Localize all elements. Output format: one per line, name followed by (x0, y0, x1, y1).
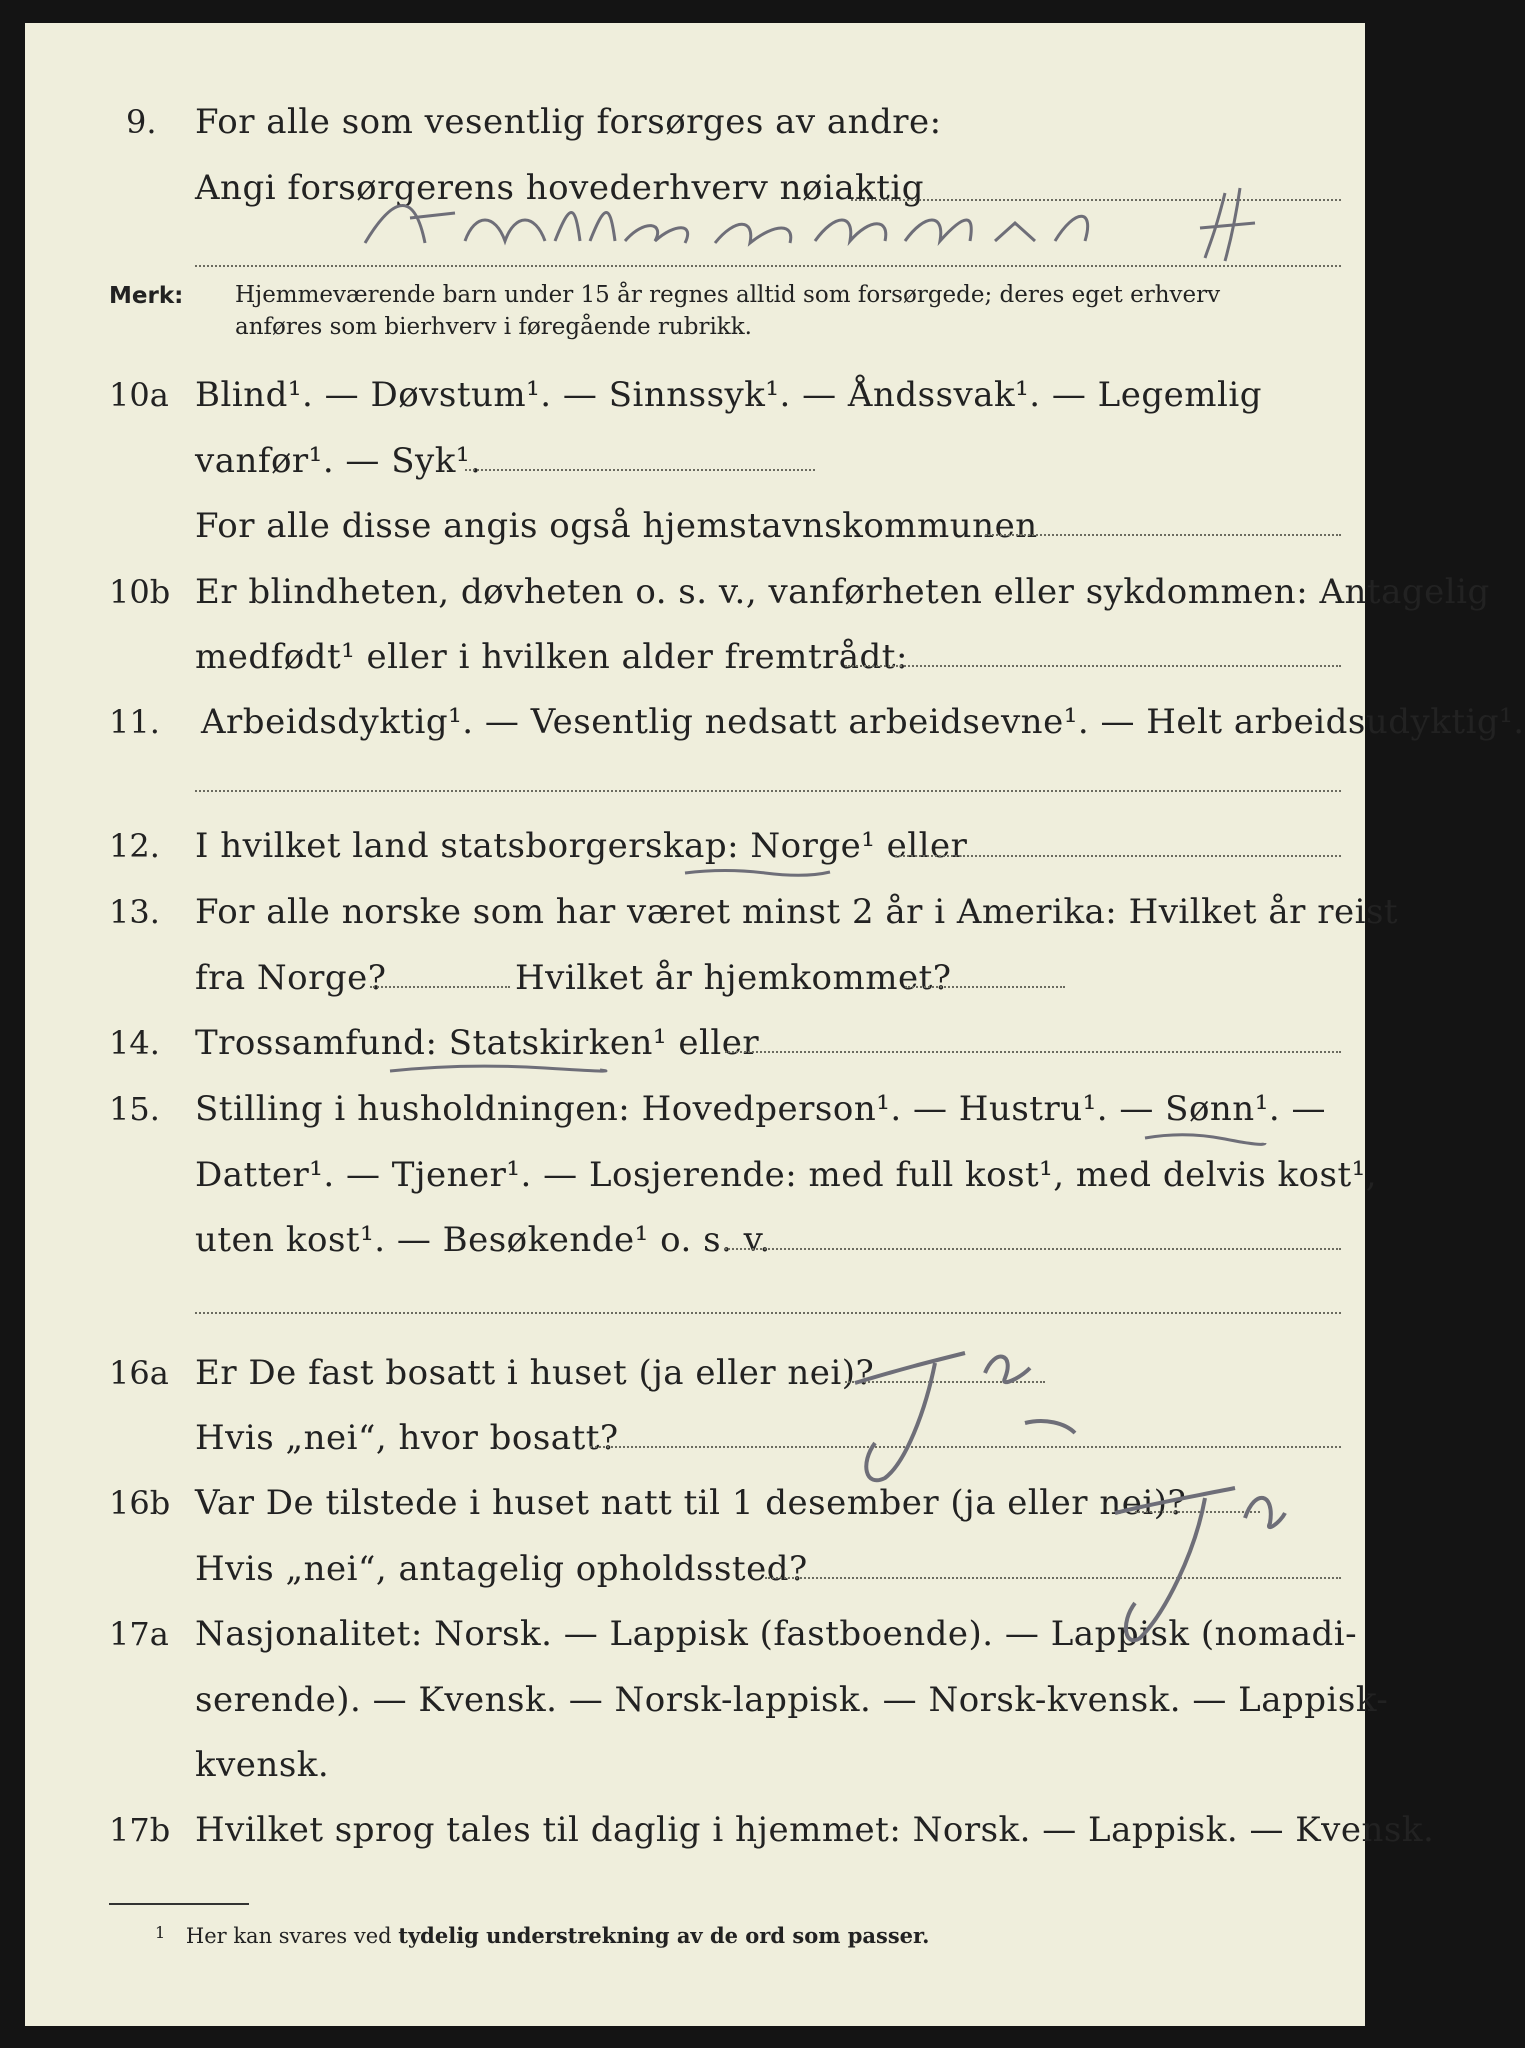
underline-sonn (1145, 1135, 1265, 1145)
merk-label: Merk: (109, 283, 184, 309)
q10a-line3: For alle disse angis også hjemstavnskommunen (195, 506, 1038, 546)
census-form-page (25, 23, 1525, 2026)
q16b-handwritten-answer (1085, 1463, 1285, 1653)
q17b-line1: Hvilket sprog tales til daglig i hjemmet: Norsk. — Lappisk. — Kvensk. (195, 1810, 1435, 1850)
q13-line1: For alle norske som har været minst 2 år i Amerika: Hvilket år reist (195, 892, 1399, 932)
q10a-line2: vanfør¹. — Syk¹. (195, 441, 482, 481)
q17b-number: 17b (109, 1811, 171, 1849)
handwriting-stroke-icon (355, 183, 1285, 263)
q15-line2: Datter¹. — Tjener¹. — Losjerende: med full kost¹, med delvis kost¹, (195, 1155, 1378, 1195)
q10a-number: 10a (109, 376, 169, 414)
q17a-number: 17a (109, 1615, 169, 1653)
handwriting-ja-icon-2 (1085, 1463, 1285, 1653)
footnote-text-a: Her kan svares ved (185, 1924, 392, 1948)
merk-line2: anføres som bierhverv i føregående rubrikk. (235, 314, 752, 340)
q15-number: 15. (109, 1090, 160, 1128)
q9-line2: Angi forsørgerens hovederhverv nøiaktig (195, 168, 925, 208)
q15-line3: uten kost¹. — Besøkende¹ o. s. v. (195, 1220, 771, 1260)
q13-line2b: Hvilket år hjemkommet? (515, 958, 952, 998)
q13-line2a: fra Norge? (195, 958, 387, 998)
q10b-number: 10b (109, 573, 171, 611)
q10a-line1: Blind¹. — Døvstum¹. — Sinnssyk¹. — Åndssvak¹. — Legemlig (195, 375, 1262, 415)
q16a-line2: Hvis „nei“, hvor bosatt? (195, 1418, 619, 1458)
footnote-text-b: tydelig understrekning av de ord som passer. (398, 1923, 930, 1948)
q16b-number: 16b (109, 1484, 171, 1522)
q16a-number: 16a (109, 1354, 169, 1392)
q17a-line2: serende). — Kvensk. — Norsk-lappisk. — Norsk-kvensk. — Lappisk- (195, 1680, 1389, 1720)
handwriting-ja-icon (825, 1323, 1085, 1493)
q16b-line1: Var De tilstede i huset natt til 1 desember (ja eller nei)? (195, 1483, 1187, 1523)
q17a-line1: Nasjonalitet: Norsk. — Lappisk (fastboende). — Lappisk (nomadi- (195, 1614, 1358, 1654)
selection-underlines (25, 23, 1365, 2026)
q15-line1: Stilling i husholdningen: Hovedperson¹. — Hustru¹. — Sønn¹. — (195, 1089, 1326, 1129)
q13-number: 13. (109, 893, 160, 931)
q9-number: 9. (126, 103, 157, 141)
q16a-handwritten-answer (825, 1323, 1085, 1493)
q12-number: 12. (109, 827, 160, 865)
underline-norge (685, 871, 830, 876)
q10b-line2: medfødt¹ eller i hvilken alder fremtrådt: (195, 637, 908, 677)
underline-statskirken (390, 1066, 606, 1071)
q14-line1: Trossamfund: Statskirken¹ eller (195, 1023, 760, 1063)
q17a-line3: kvensk. (195, 1745, 330, 1785)
merk-line1: Hjemmeværende barn under 15 år regnes alltid som forsørgede; deres eget erhverv (235, 282, 1221, 308)
q16a-line1: Er De fast bosatt i huset (ja eller nei)? (195, 1353, 875, 1393)
q9-line1: For alle som vesentlig forsørges av andre: (195, 102, 942, 142)
q16b-line2: Hvis „nei“, antagelig opholdssted? (195, 1549, 808, 1589)
q11-line1: Arbeidsdyktig¹. — Vesentlig nedsatt arbeidsevne¹. — Helt arbeidsudyktig¹. (201, 702, 1525, 742)
q12-line1: I hvilket land statsborgerskap: Norge¹ eller (195, 826, 968, 866)
q10b-line1: Er blindheten, døvheten o. s. v., vanførheten eller sykdommen: Antagelig (195, 572, 1490, 612)
footnote-mark: 1 (155, 1923, 166, 1942)
q9-handwritten-answer (355, 183, 1285, 263)
q11-number: 11. (109, 703, 160, 741)
q14-number: 14. (109, 1024, 160, 1062)
